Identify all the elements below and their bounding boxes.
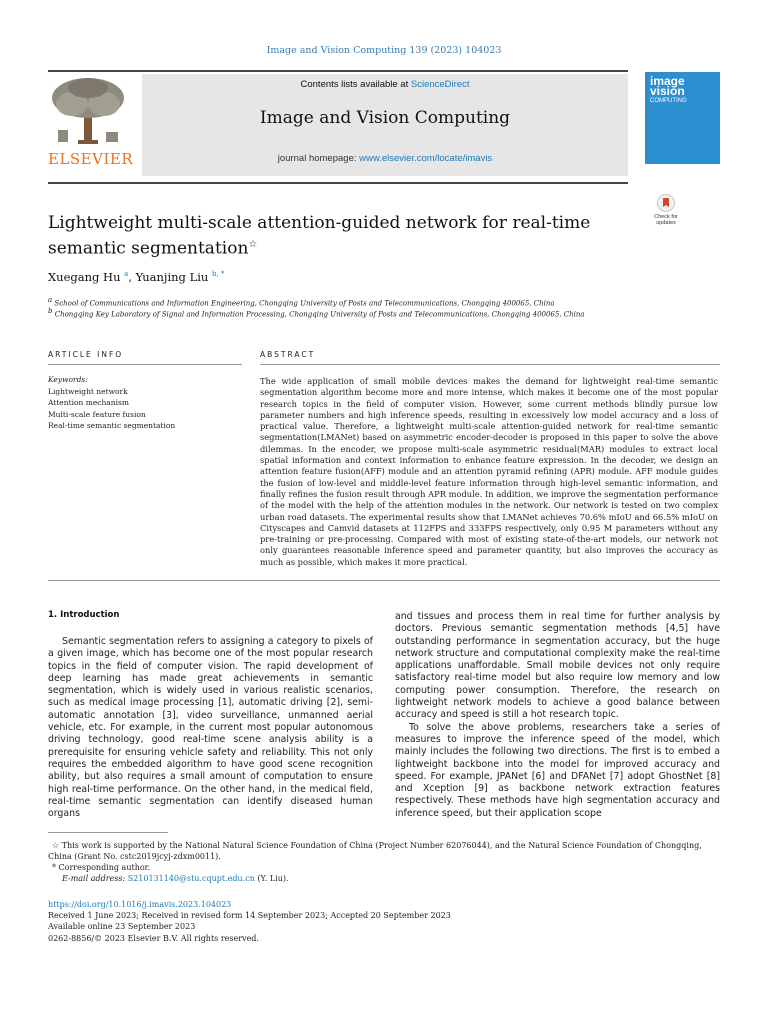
body-column-left xyxy=(48,636,373,820)
available-date: Available online 23 September 2023 xyxy=(48,922,196,932)
paragraph: To solve the above problems, researchers take a series of measures to improve the inference speed of the model, which mainly includes the following two directions. The first is to embed a lightweight backbone into the model for improved accuracy and speed. For example, JPANet [6] and DFANet [7] adopt GhostNet [8] and Xception [9] as backbone network extraction features respectively. These methods have high segmentation accuracy and inference speed, but their application scope xyxy=(395,721,720,819)
abstract-text: The wide application of small mobile devices makes the demand for lightweight real-time semantic segmentation algorithm become more and more intense, which makes it become one of the most popular research topics in the field of computer vision. However, some current methods blindly pursue low parameter numbers and high inference speeds, resulting in excessively low model accuracy and a loss of practical value. Therefore, a lightweight multi-scale attention-guided network for real-time semantic segmentation(LMANet) based on asymmetric encoder-decoder is proposed in this paper to solve the above dilemmas. In the encoder, we propose multi-scale asymmetric residual(MAR) modules to extract local spatial information and context information to enhance feature expression. In the decoder, we design an attention feature fusion(AFF) module and an attention pyramid refining (APR) module. AFF module guides the fusion of low-level and middle-level feature information through high-level semantic information, and finally refines the fusion result through APR module. In addition, we improve the segmentation performance of the model with the help of the attention modules in the network. Our network is tested on two complex urban road datasets. The experimental results show that LMANet achieves 70.6% mIoU and 66.5% mIoU on Cityscapes and Camvid datasets at 112FPS and 333FPS respectively, only 0.95 M parameters without any pre-training or pre-processing. Compared with most of existing state-of-the-art models, our network not only guarantees reasonable inference speed and parameter quantity, but also improves the accuracy as much as possible, which makes it more practical. xyxy=(260,376,718,567)
author-separator: , xyxy=(128,270,136,284)
affil-mark: a xyxy=(48,296,53,304)
affil-mark: b xyxy=(48,307,53,315)
affiliation xyxy=(48,296,728,307)
received-dates: Received 1 June 2023; Received in revised form 14 September 2023; Accepted 20 September 2023 xyxy=(48,911,451,921)
contents-line xyxy=(142,79,628,90)
divider xyxy=(48,364,242,365)
keywords-label: Keywords: xyxy=(48,375,88,384)
sciencedirect-link[interactable]: ScienceDirect xyxy=(410,79,470,90)
title-footnote-mark[interactable]: ☆ xyxy=(248,239,258,250)
keywords-block xyxy=(48,374,238,432)
journal-title: Image and Vision Computing xyxy=(259,108,511,128)
elsevier-tree-icon xyxy=(48,74,128,150)
keyword: Multi-scale feature fusion xyxy=(48,409,146,419)
email-label: E-mail address: xyxy=(62,874,126,883)
copyright: 0262-8856/© 2023 Elsevier B.V. All rights reserved. xyxy=(48,933,259,943)
divider xyxy=(260,364,720,365)
section-heading: 1. Introduction xyxy=(48,610,120,620)
footnote-mark: ☆ xyxy=(52,841,60,850)
footnotes xyxy=(48,840,720,884)
homepage-link[interactable]: www.elsevier.com/locate/imavis xyxy=(359,153,493,164)
check-for-updates-badge[interactable] xyxy=(646,194,686,230)
author-list xyxy=(48,270,648,284)
email-suffix: (Y. Liu). xyxy=(257,874,289,883)
email-link[interactable]: S210131140@stu.cqupt.edu.cn xyxy=(127,874,255,883)
cover-line-2: vision xyxy=(650,84,685,98)
affil-text: Chongqing Key Laboratory of Signal and Information Processing, Chongqing University of Posts and Telecommunications, Chongqing 400065, China xyxy=(54,310,585,319)
author-affil-mark[interactable]: b, * xyxy=(211,270,225,279)
affil-text: School of Communications and Information Engineering, Chongqing University of Posts and Telecommunications, Chongqing 400065, China xyxy=(54,299,555,308)
article-info-heading: ARTICLE INFO xyxy=(48,350,124,359)
paragraph: and tissues and process them in real time for further analysis by doctors. Previous semantic segmentation methods [4,5] have outstanding performance in segmentation accuracy, but the huge network structure and computational complexity make the real-time applications unaffordable. Small mobile devices not only require satisfactory real-time model but also require low memory and low computing power consumption. Therefore, the research on lightweight network models to achieve a good balance between accuracy and speed is still a hot research topic. xyxy=(395,611,720,721)
contents-prefix: Contents lists available at xyxy=(300,79,411,90)
divider xyxy=(48,580,720,581)
footnote-divider xyxy=(48,832,168,833)
keyword: Real-time semantic segmentation xyxy=(48,421,176,430)
doi-link[interactable]: https://doi.org/10.1016/j.imavis.2023.104023 xyxy=(48,900,232,909)
author-name[interactable]: Yuanjing Liu xyxy=(135,270,209,284)
paper-title xyxy=(48,212,608,260)
bookmark-check-icon xyxy=(657,194,675,212)
footnote-mark: * xyxy=(52,863,56,872)
cover-line-3: COMPUTING xyxy=(650,98,687,104)
keyword: Lightweight network xyxy=(48,386,128,396)
author-name[interactable]: Xuegang Hu xyxy=(48,270,121,284)
paragraph: Semantic segmentation refers to assigning a category to pixels of a given image, which has become one of the most popular research topics in the field of computer vision. The rapid development of deep learning has made great achievements in semantic segmentation, which is widely used in various realistic scenarios, such as medical image processing [1], automatic driving [2], semi-automatic annotation [3], video surveillance, unmanned aerial vehicle, etc. For example, in the current most popular autonomous driving technology, good real-time scene analysis ability is a prerequisite for ensuring vehicle safety and reliability. This not only requires the embedded algorithm to have good scene recognition ability, but also requires a small amount of computation to ensure high real-time performance. On the other hand, in the medical field, real-time semantic segmentation can identify diseased human organs xyxy=(48,636,373,820)
title-line-2: semantic segmentation xyxy=(48,238,249,259)
keyword: Attention mechanism xyxy=(48,398,129,407)
title-line-1: Lightweight multi-scale attention-guided network for real-time xyxy=(48,213,591,233)
check-updates-label: Check for updates xyxy=(654,214,678,226)
journal-citation-link[interactable]: Image and Vision Computing 139 (2023) 104023 xyxy=(266,45,502,56)
author-affil-mark[interactable]: a xyxy=(124,270,129,279)
body-column-right xyxy=(395,611,720,820)
publisher-name: ELSEVIER xyxy=(48,150,134,168)
abstract-heading: ABSTRACT xyxy=(260,350,316,359)
cover-line-1: image xyxy=(650,74,685,88)
email-footnote xyxy=(48,873,720,884)
footnote-text: This work is supported by the National Natural Science Foundation of China (Project Number 62076044), and the Natural Science Foundation of Chongqing, China (Grant No. cstc2019jcyj-zdxm0011). xyxy=(48,841,702,861)
homepage-prefix: journal homepage: xyxy=(277,153,360,164)
affiliation xyxy=(48,307,728,318)
footnote-text: Corresponding author. xyxy=(58,863,151,872)
corresponding-footnote xyxy=(48,862,720,873)
cover-title xyxy=(650,76,716,106)
funding-footnote xyxy=(48,840,720,862)
homepage-line xyxy=(142,153,628,164)
article-meta xyxy=(48,899,720,944)
